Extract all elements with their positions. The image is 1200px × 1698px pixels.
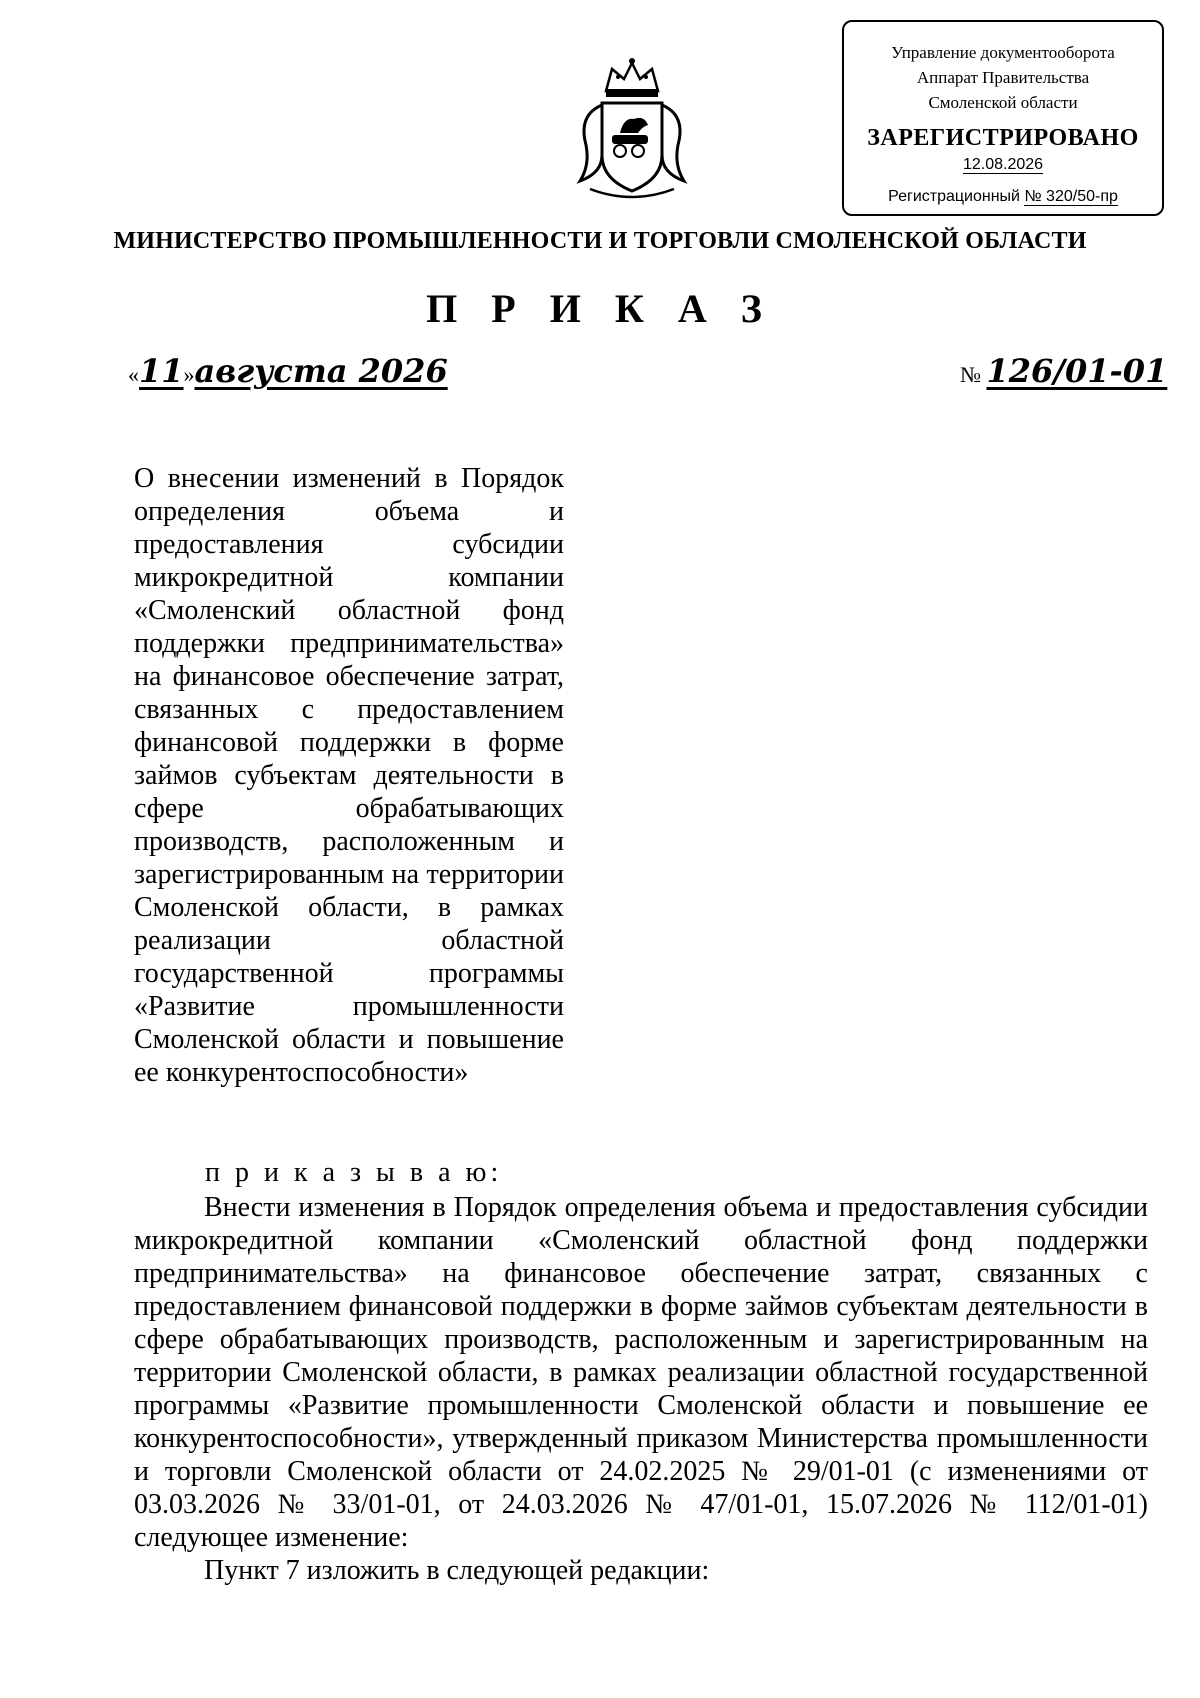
number-value: 126/01-01: [986, 352, 1168, 390]
stamp-reg-value: № 320/50-пр: [1024, 188, 1118, 205]
date-day: 11: [139, 352, 184, 390]
stamp-status: ЗАРЕГИСТРИРОВАНО: [867, 125, 1139, 151]
stamp-reg-prefix: Регистрационный: [888, 188, 1025, 205]
prikazyvayu: п р и к а з ы в а ю:: [205, 1157, 503, 1188]
stamp-department: Управление документооборота: [891, 43, 1115, 62]
stamp-date: 12.08.2026: [962, 156, 1044, 173]
number-sign: №: [960, 362, 987, 387]
order-subject: О внесении изменений в Порядок определения объема и предоставления субсидии микрокредитной компании «Смоленский областной фонд поддержки предпринимательства» на финансовое обеспечение затрат, связанных с предоставлением финансовой поддержки в форме займов субъектам деятельности в сфере обрабатывающих производств, расположенным и зарегистрированным на территории Смоленской области, в рамках реализации областной государственной программы «Развитие промышленности Смоленской области и повышение ее конкурентоспособности»: [134, 463, 564, 1088]
order-number: [960, 352, 1167, 390]
registration-stamp: [842, 20, 1164, 216]
body-paragraph-2: Пункт 7 изложить в следующей редакции:: [204, 1555, 710, 1586]
ministry-name: МИНИСТЕРСТВО ПРОМЫШЛЕННОСТИ И ТОРГОВЛИ СМОЛЕНСКОЙ ОБЛАСТИ: [113, 228, 1087, 254]
body-paragraph-1: Внести изменения в Порядок определения объема и предоставления субсидии микрокредитной компании «Смоленский областной фонд поддержки предпринимательства» на финансовое обеспечение затрат, связанных с предоставлением финансовой поддержки в форме займов субъектам деятельности в сфере обрабатывающих производств, расположенным и зарегистрированным на территории Смоленской области, в рамках реализации областной государственной программы «Развитие промышленности Смоленской области и повышение ее конкурентоспособности», утвержденный приказом Министерства промышленности и торговли Смоленской области от 24.02.2025 № 29/01-01 (с изменениями от 03.03.2026 № 33/01-01, от 24.03.2026 № 47/01-01, 15.07.2026 № 112/01-01) следующее изменение:: [134, 1192, 1148, 1553]
date-month-year: августа 2026: [194, 352, 448, 390]
smolensk-coat-of-arms-icon: [572, 55, 692, 205]
stamp-region: Смоленской области: [928, 93, 1078, 112]
stamp-apparatus: Аппарат Правительства: [916, 68, 1090, 87]
order-date: [128, 352, 448, 390]
date-quote-close: »: [183, 362, 195, 387]
stamp-registration-number: [844, 188, 1162, 206]
document-title: П Р И К А З: [426, 286, 774, 331]
date-quote-open: «: [128, 362, 139, 387]
order-body: [134, 1191, 1148, 1587]
